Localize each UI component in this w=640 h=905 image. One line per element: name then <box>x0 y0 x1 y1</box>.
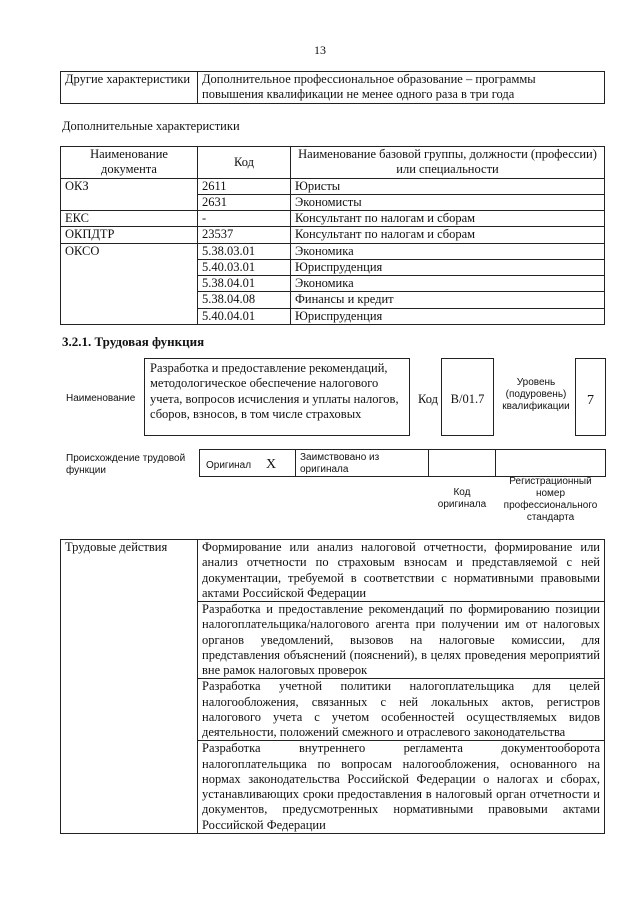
function-code-value: B/01.7 <box>441 358 494 436</box>
cell-code: 5.40.03.01 <box>198 259 291 275</box>
cell-name: Юриспруденция <box>291 308 605 324</box>
function-level-label: Уровень (подуровень) квалификации <box>502 377 570 412</box>
cell-doc: ОКПДТР <box>61 227 198 243</box>
table-header-row <box>61 147 605 179</box>
labor-action-item: Формирование или анализ налоговой отчетности, формирование или анализ отчетности по страховым взносам и представляемой с ней документации, требуемой в соответствии с нормативными правовыми актами Российской Федерации <box>198 540 605 602</box>
other-characteristics-value: Дополнительное профессиональное образование – программы повышения квалификации не менее одного раза в три года <box>198 72 605 104</box>
cell-name: Экономисты <box>291 194 605 210</box>
table-row <box>61 227 605 243</box>
cell-code: 2631 <box>198 194 291 210</box>
header-name: Наименование базовой группы, должности (профессии) или специальности <box>291 147 605 179</box>
function-level-value: 7 <box>575 358 606 436</box>
cell-code: 5.38.04.08 <box>198 292 291 308</box>
cell-name: Экономика <box>291 276 605 292</box>
page-number: 13 <box>314 43 326 57</box>
cell-doc: ОКЗ <box>61 178 198 211</box>
function-name-value: Разработка и предоставление рекомендаций, методологическое обеспечение налогового учета, вопросов исчисления и уплаты налогов, сборов, взносов, в том числе страховых <box>144 358 410 436</box>
cell-code: 23537 <box>198 227 291 243</box>
labor-action-item: Разработка и предоставление рекомендаций по формированию позиции налогоплательщика/налогового агента при получении им от налоговых органов уведомлений, вызовов на налоговые комиссии, для представления объяснений (пояснений), в целях проведения мероприятий вне рамок налоговых проверок <box>198 602 605 679</box>
labor-action-item: Разработка внутреннего регламента документооборота налогоплательщика по вопросам налогообложения, основанного на нормах законодательства Российской Федерации о налогах и сборах, устанавливающих сроки предоставления в налоговый орган отчетности и документов, предусмотренных нормативными правовыми актами Российской Федерации <box>198 741 605 834</box>
table-row <box>61 540 605 602</box>
header-document: Наименование документа <box>61 147 198 179</box>
cell-code: 5.38.03.01 <box>198 243 291 259</box>
function-heading: 3.2.1. Трудовая функция <box>62 334 205 349</box>
cell-doc: ЕКС <box>61 211 198 227</box>
function-name-label: Наименование <box>66 393 136 404</box>
function-code-label: Код <box>418 392 438 406</box>
cell-name: Консультант по налогам и сборам <box>291 211 605 227</box>
cell-code: - <box>198 211 291 227</box>
other-characteristics-table <box>60 71 605 104</box>
origin-reg-cell <box>495 449 606 477</box>
additional-characteristics-table <box>60 146 605 325</box>
labor-actions-table <box>60 539 605 834</box>
header-code: Код <box>198 147 291 179</box>
cell-name: Консультант по налогам и сборам <box>291 227 605 243</box>
origin-code-caption: Код оригинала <box>437 487 487 510</box>
cell-code: 5.40.04.01 <box>198 308 291 324</box>
origin-code-cell <box>428 449 496 477</box>
origin-original-label: Оригинал <box>206 460 252 471</box>
origin-original-mark: X <box>266 457 277 472</box>
cell-code: 5.38.04.01 <box>198 276 291 292</box>
cell-name: Юристы <box>291 178 605 194</box>
table-row <box>61 178 605 194</box>
other-characteristics-label: Другие характеристики <box>61 72 198 104</box>
table-row <box>61 243 605 259</box>
additional-characteristics-title: Дополнительные характеристики <box>62 119 240 133</box>
origin-borrowed-cell: Заимствовано из оригинала <box>295 449 429 477</box>
cell-name: Экономика <box>291 243 605 259</box>
table-row <box>61 211 605 227</box>
cell-doc: ОКСО <box>61 243 198 324</box>
cell-code: 2611 <box>198 178 291 194</box>
labor-actions-label: Трудовые действия <box>61 540 198 834</box>
origin-label: Происхождение трудовой функции <box>66 453 186 476</box>
cell-name: Финансы и кредит <box>291 292 605 308</box>
origin-reg-caption: Регистрационный номер профессионального стандарта <box>503 476 598 523</box>
labor-action-item: Разработка учетной политики налогоплательщика для целей налогообложения, связанных с ней локальных актов, регистров налогового учета с учетом особенностей осуществляемых видов деятельности, положений смежного и отраслевого законодательства <box>198 679 605 741</box>
origin-original-cell <box>199 449 296 477</box>
cell-name: Юриспруденция <box>291 259 605 275</box>
